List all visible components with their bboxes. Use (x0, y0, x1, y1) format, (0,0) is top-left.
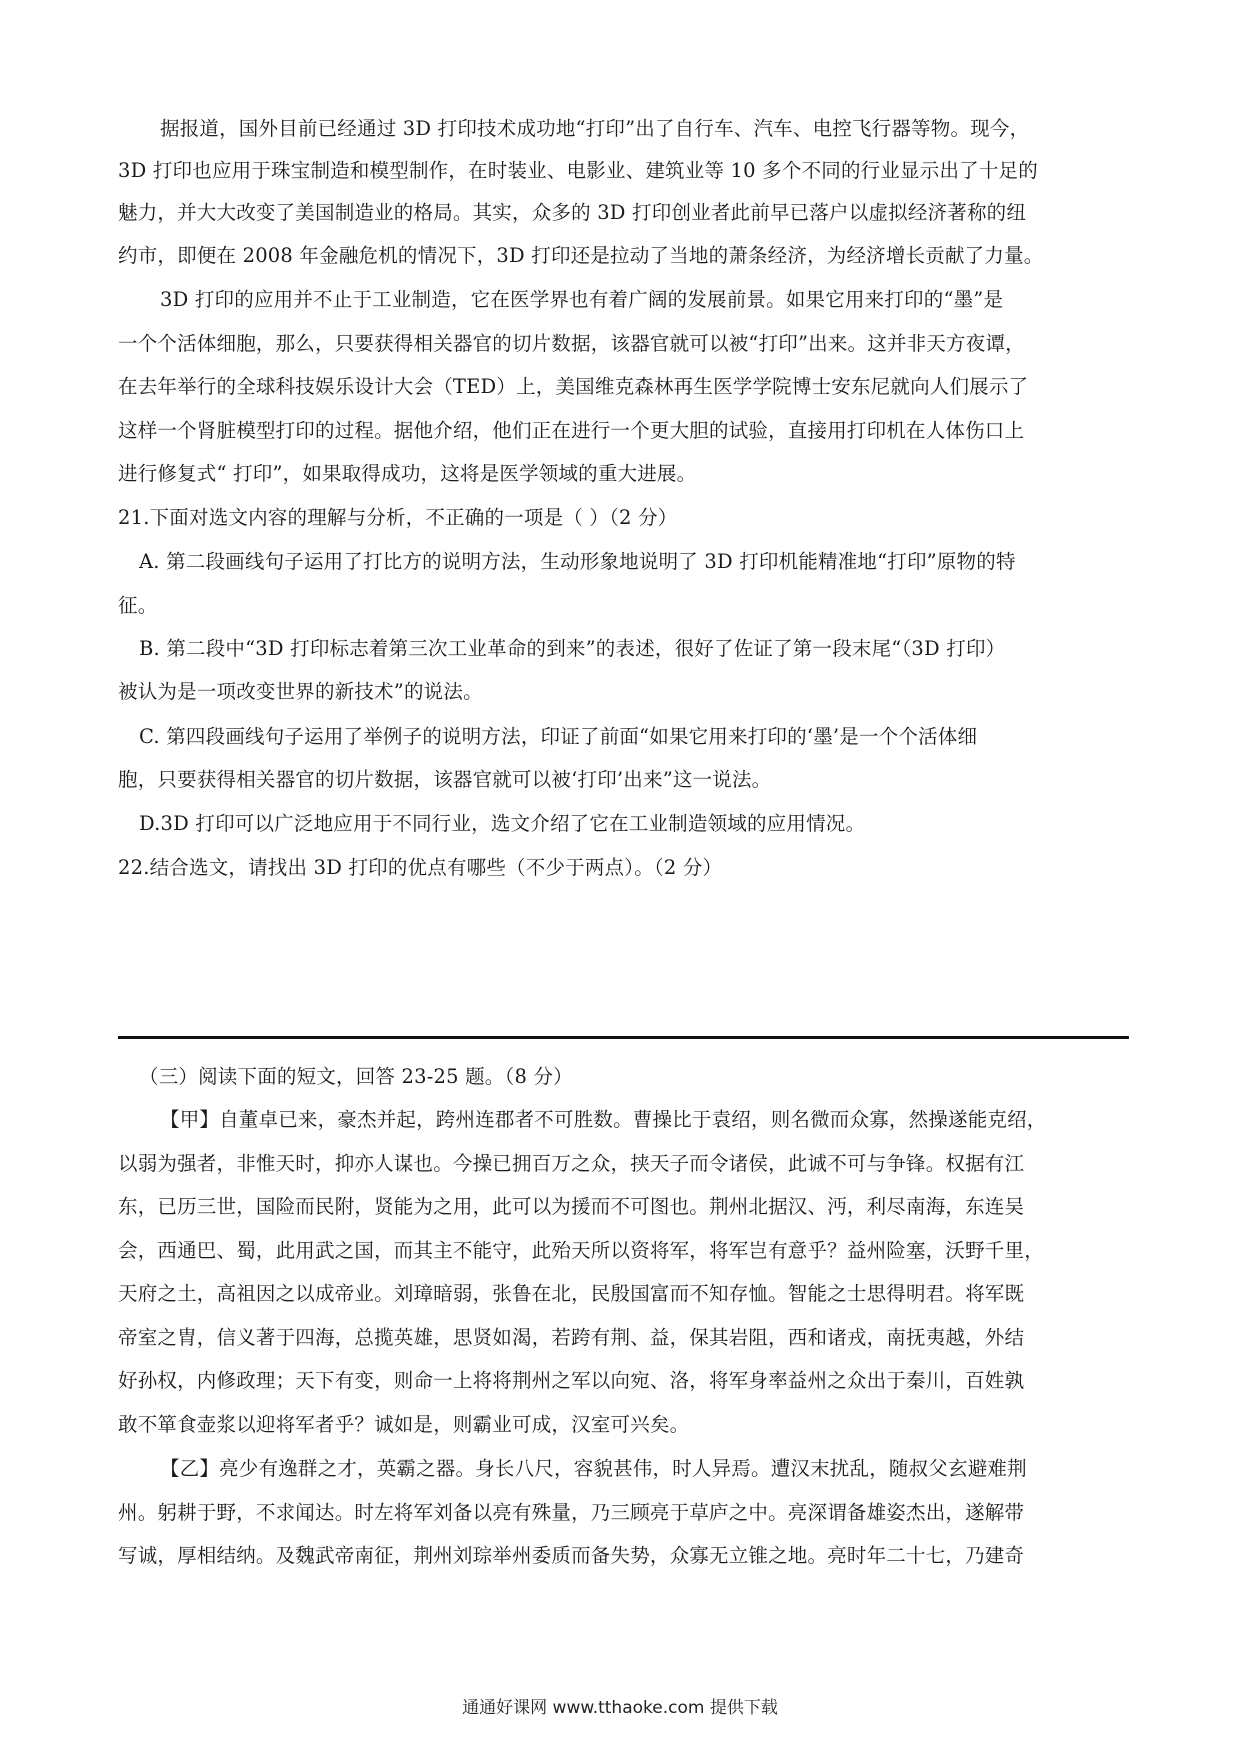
paragraph-line: 进行修复式“ 打印”，如果取得成功，这将是医学领域的重大进展。 (118, 462, 697, 485)
question-21-stem: 21.下面对选文内容的理解与分析，不正确的一项是（ ）（2 分） (118, 506, 678, 529)
passage-yi-line: 【乙】亮少有逸群之才，英霸之器。身长八尺，容貌甚伟，时人异焉。遭汉末扰乱，随叔父玄避难荆 (160, 1457, 1027, 1480)
paragraph-line: 3D 打印也应用于珠宝制造和模型制作，在时装业、电影业、建筑业等 10 多个不同的行业显示出了十足的 (118, 159, 1038, 182)
passage-yi-line: 州。躬耕于野，不求闻达。时左将军刘备以亮有殊量，乃三顾亮于草庐之中。亮深谓备雄姿杰出，遂解带 (118, 1501, 1025, 1524)
option-a-line: 征。 (118, 594, 158, 617)
section-3-heading: （三）阅读下面的短文，回答 23-25 题。（8 分） (139, 1065, 573, 1088)
option-b-line: 被认为是一项改变世界的新技术”的说法。 (118, 680, 483, 703)
option-d-line: D.3D 打印可以广泛地应用于不同行业，选文介绍了它在工业制造领域的应用情况。 (139, 812, 866, 835)
paragraph-line: 约市，即便在 2008 年金融危机的情况下，3D 打印还是拉动了当地的萧条经济，为经济增长贡献了力量。 (118, 244, 1044, 267)
question-22-stem: 22.结合选文，请找出 3D 打印的优点有哪些（不少于两点）。（2 分） (118, 856, 723, 879)
option-c-line: 胞，只要获得相关器官的切片数据，该器官就可以被‘打印’出来”这一说法。 (118, 768, 772, 791)
passage-jia-line: 【甲】自董卓已来，豪杰并起，跨州连郡者不可胜数。曹操比于袁绍，则名微而众寡，然操遂能克绍， (160, 1108, 1047, 1131)
paragraph-line: 这样一个肾脏模型打印的过程。据他介绍，他们正在进行一个更大胆的试验，直接用打印机在人体伤口上 (118, 419, 1025, 442)
option-c-line: C. 第四段画线句子运用了举例子的说明方法，印证了前面“如果它用来打印的‘墨’是一个个活体细 (139, 725, 978, 748)
paragraph-line: 据报道，国外目前已经通过 3D 打印技术成功地“打印”出了自行车、汽车、电控飞行器等物。现今， (160, 117, 1030, 140)
paragraph-line: 3D 打印的应用并不止于工业制造，它在医学界也有着广阔的发展前景。如果它用来打印的“墨”是 (160, 288, 1004, 311)
page-footer: 通通好课网 www.tthaoke.com 提供下载 (462, 1698, 778, 1718)
option-b-line: B. 第二段中“3D 打印标志着第三次工业革命的到来”的表述，很好了佐证了第一段末尾“（3D 打印） (139, 637, 1006, 660)
paragraph-line: 魅力，并大大改变了美国制造业的格局。其实，众多的 3D 打印创业者此前早已落户以虚拟经济著称的纽 (118, 201, 1027, 224)
passage-jia-line: 以弱为强者，非惟天时，抑亦人谋也。今操已拥百万之众，挟天子而令诸侯，此诚不可与争锋。权据有江 (118, 1152, 1025, 1175)
option-a-line: A. 第二段画线句子运用了打比方的说明方法，生动形象地说明了 3D 打印机能精准地“打印”原物的特 (139, 550, 1016, 573)
passage-jia-line: 会，西通巴、蜀，此用武之国，而其主不能守，此殆天所以资将军，将军岂有意乎？益州险塞，沃野千里， (118, 1239, 1044, 1262)
passage-jia-line: 天府之土，高祖因之以成帝业。刘璋暗弱，张鲁在北，民殷国富而不知存恤。智能之士思得明君。将军既 (118, 1282, 1025, 1305)
passage-jia-line: 敢不箪食壶浆以迎将军者乎？诚如是，则霸业可成，汉室可兴矣。 (118, 1413, 690, 1436)
paragraph-line: 一个个活体细胞，那么，只要获得相关器官的切片数据，该器官就可以被“打印”出来。这并非天方夜谭， (118, 332, 1025, 355)
section-divider (118, 1036, 1129, 1039)
passage-jia-line: 东，已历三世，国险而民附，贤能为之用，此可以为援而不可图也。荆州北据汉、沔，利尽南海，东连吴 (118, 1195, 1025, 1218)
passage-jia-line: 帝室之胄，信义著于四海，总揽英雄，思贤如渴，若跨有荆、益，保其岩阻，西和诸戎，南抚夷越，外结 (118, 1326, 1025, 1349)
paragraph-line: 在去年举行的全球科技娱乐设计大会（TED）上，美国维克森林再生医学学院博士安东尼就向人们展示了 (118, 375, 1029, 398)
passage-yi-line: 写诚，厚相结纳。及魏武帝南征，荆州刘琮举州委质而备失势，众寡无立锥之地。亮时年二十七，乃建奇 (118, 1544, 1025, 1567)
passage-jia-line: 好孙权，内修政理；天下有变，则命一上将将荆州之军以向宛、洛，将军身率益州之众出于秦川，百姓孰 (118, 1369, 1025, 1392)
